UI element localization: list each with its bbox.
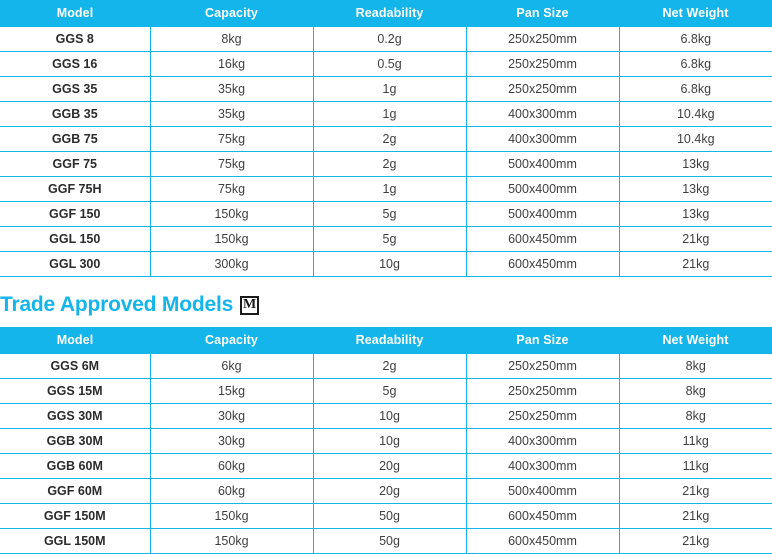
column-header-net-weight: Net Weight [619,0,772,27]
table-row [0,127,772,152]
cell-pan-size: 600x450mm [466,252,619,277]
cell-capacity: 60kg [150,454,313,479]
cell-capacity: 35kg [150,77,313,102]
trade-approved-models-table-body [0,354,772,554]
cell-net-weight: 21kg [619,252,772,277]
cell-pan-size: 500x400mm [466,202,619,227]
table-row [0,404,772,429]
cell-capacity: 15kg [150,379,313,404]
table-row [0,504,772,529]
cell-capacity: 30kg [150,429,313,454]
table-row [0,379,772,404]
table-row [0,454,772,479]
cell-pan-size: 500x400mm [466,177,619,202]
cell-readability: 5g [313,379,466,404]
cell-model: GGB 75 [0,127,150,152]
cell-readability: 0.2g [313,27,466,52]
cell-readability: 50g [313,529,466,554]
trade-approved-models-table-head [0,327,772,354]
standard-models-table-head [0,0,772,27]
table-row [0,102,772,127]
cell-pan-size: 600x450mm [466,529,619,554]
cell-net-weight: 8kg [619,354,772,379]
cell-model: GGS 15M [0,379,150,404]
cell-readability: 10g [313,252,466,277]
column-header-capacity: Capacity [150,0,313,27]
table-row [0,202,772,227]
cell-readability: 50g [313,504,466,529]
column-header-pan-size: Pan Size [466,0,619,27]
table-row [0,354,772,379]
cell-net-weight: 6.8kg [619,77,772,102]
table-row [0,177,772,202]
cell-pan-size: 250x250mm [466,77,619,102]
cell-readability: 10g [313,429,466,454]
cell-pan-size: 250x250mm [466,379,619,404]
cell-readability: 1g [313,102,466,127]
cell-net-weight: 10.4kg [619,102,772,127]
cell-capacity: 75kg [150,177,313,202]
cell-capacity: 75kg [150,127,313,152]
table-row [0,27,772,52]
cell-capacity: 150kg [150,504,313,529]
cell-readability: 2g [313,127,466,152]
standard-models-table-body [0,27,772,277]
cell-capacity: 300kg [150,252,313,277]
cell-net-weight: 6.8kg [619,27,772,52]
cell-model: GGS 16 [0,52,150,77]
cell-net-weight: 8kg [619,404,772,429]
column-header-capacity: Capacity [150,327,313,354]
cell-model: GGL 300 [0,252,150,277]
cell-net-weight: 13kg [619,202,772,227]
table-row [0,152,772,177]
cell-readability: 0.5g [313,52,466,77]
cell-readability: 1g [313,177,466,202]
cell-model: GGB 35 [0,102,150,127]
cell-capacity: 30kg [150,404,313,429]
cell-model: GGS 6M [0,354,150,379]
table-row [0,227,772,252]
cell-net-weight: 21kg [619,529,772,554]
cell-pan-size: 250x250mm [466,52,619,77]
cell-net-weight: 13kg [619,152,772,177]
cell-pan-size: 250x250mm [466,404,619,429]
cell-model: GGB 30M [0,429,150,454]
trade-approved-models-table-block [0,327,772,554]
cell-model: GGS 8 [0,27,150,52]
cell-capacity: 150kg [150,202,313,227]
section-title: Trade Approved Models [0,293,234,316]
cell-net-weight: 21kg [619,479,772,504]
metrology-m-badge-icon: M [240,296,259,315]
cell-net-weight: 11kg [619,429,772,454]
cell-readability: 2g [313,354,466,379]
cell-pan-size: 400x300mm [466,429,619,454]
table-row [0,77,772,102]
cell-capacity: 16kg [150,52,313,77]
cell-capacity: 150kg [150,529,313,554]
column-header-model: Model [0,327,150,354]
trade-approved-models-table [0,327,772,554]
cell-model: GGF 75H [0,177,150,202]
cell-capacity: 35kg [150,102,313,127]
cell-capacity: 150kg [150,227,313,252]
column-header-net-weight: Net Weight [619,327,772,354]
table-row [0,252,772,277]
cell-model: GGL 150M [0,529,150,554]
column-header-pan-size: Pan Size [466,327,619,354]
cell-pan-size: 500x400mm [466,152,619,177]
trade-approved-heading [0,277,772,327]
cell-net-weight: 21kg [619,504,772,529]
cell-model: GGF 60M [0,479,150,504]
cell-readability: 2g [313,152,466,177]
cell-readability: 5g [313,202,466,227]
cell-capacity: 6kg [150,354,313,379]
cell-pan-size: 600x450mm [466,504,619,529]
cell-pan-size: 400x300mm [466,127,619,152]
cell-readability: 5g [313,227,466,252]
cell-pan-size: 600x450mm [466,227,619,252]
cell-readability: 20g [313,454,466,479]
table-row [0,479,772,504]
cell-readability: 20g [313,479,466,504]
cell-pan-size: 250x250mm [466,354,619,379]
cell-pan-size: 500x400mm [466,479,619,504]
cell-model: GGS 30M [0,404,150,429]
cell-readability: 10g [313,404,466,429]
cell-pan-size: 250x250mm [466,27,619,52]
table-row [0,52,772,77]
cell-net-weight: 11kg [619,454,772,479]
cell-model: GGF 150M [0,504,150,529]
table-row [0,529,772,554]
cell-net-weight: 6.8kg [619,52,772,77]
column-header-model: Model [0,0,150,27]
cell-net-weight: 21kg [619,227,772,252]
cell-model: GGL 150 [0,227,150,252]
cell-model: GGS 35 [0,77,150,102]
cell-model: GGF 75 [0,152,150,177]
cell-readability: 1g [313,77,466,102]
table-row [0,429,772,454]
column-header-readability: Readability [313,327,466,354]
cell-model: GGF 150 [0,202,150,227]
column-header-readability: Readability [313,0,466,27]
cell-net-weight: 8kg [619,379,772,404]
cell-net-weight: 13kg [619,177,772,202]
cell-model: GGB 60M [0,454,150,479]
cell-net-weight: 10.4kg [619,127,772,152]
table-header-row [0,327,772,354]
cell-pan-size: 400x300mm [466,454,619,479]
cell-capacity: 75kg [150,152,313,177]
cell-capacity: 8kg [150,27,313,52]
table-header-row [0,0,772,27]
cell-capacity: 60kg [150,479,313,504]
cell-pan-size: 400x300mm [466,102,619,127]
